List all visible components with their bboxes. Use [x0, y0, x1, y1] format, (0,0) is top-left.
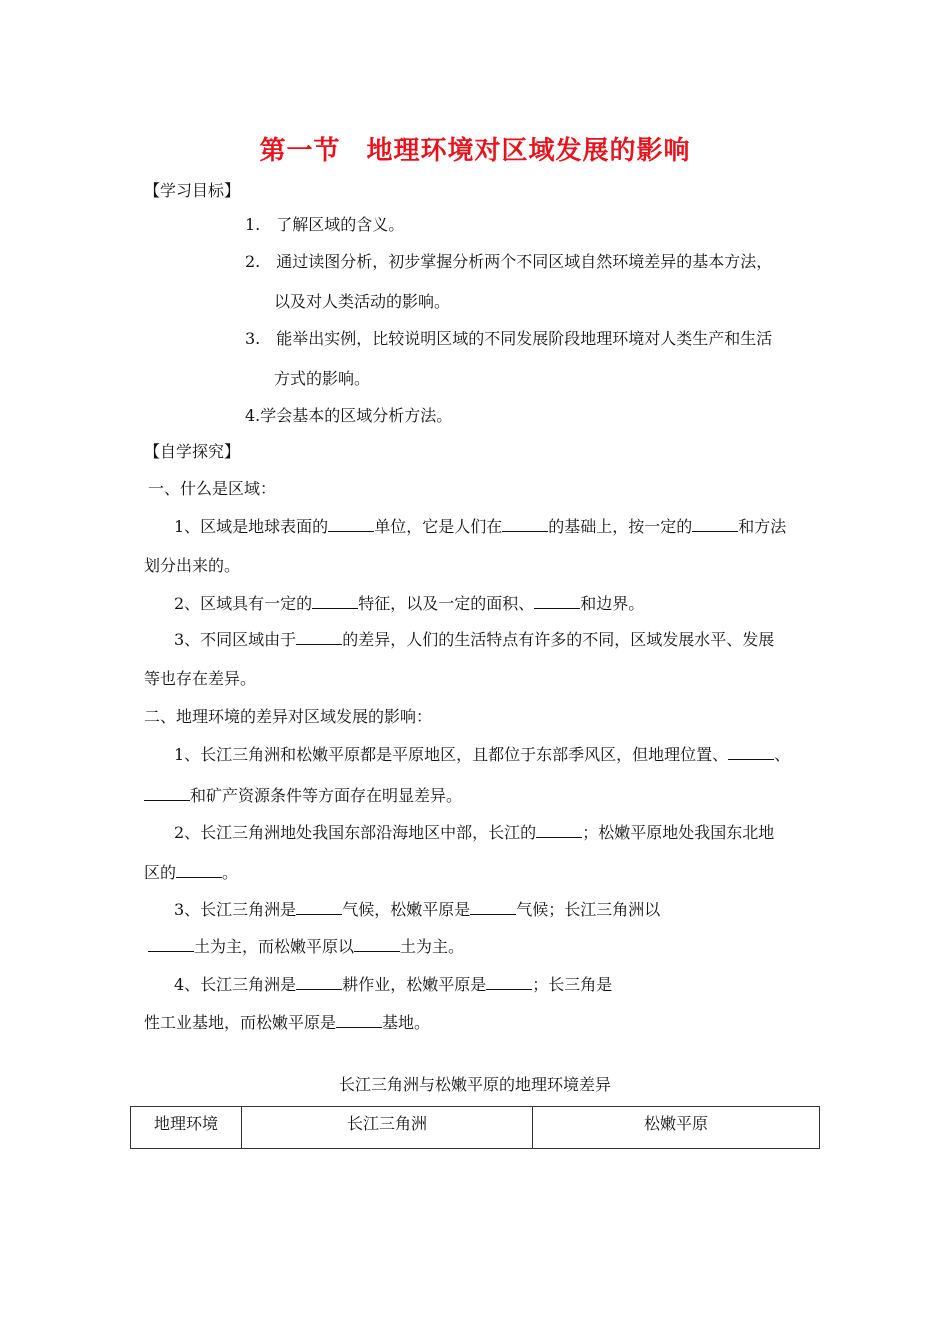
- goal-1: 1. 了解区域的含义。: [245, 215, 405, 234]
- s1-q2: 2、区域具有一定的 特征，以及一定的面积、 和边界。: [174, 594, 645, 613]
- fill-blank[interactable]: [296, 899, 342, 915]
- fill-blank[interactable]: [296, 629, 342, 645]
- s1-q3: 3、不同区域由于 的差异，人们的生活特点有许多的不同，区域发展水平、发展: [174, 630, 775, 649]
- table-header-cell: 松嫩平原: [533, 1107, 820, 1149]
- page-title: 第一节 地理环境对区域发展的影响: [259, 136, 691, 166]
- s1-q1-cont: 划分出来的。: [144, 556, 241, 575]
- s2-q1-cont: 和矿产资源条件等方面存在明显差异。: [144, 785, 462, 806]
- fill-blank[interactable]: [336, 1012, 382, 1028]
- s2-q4: 4、长江三角洲是 耕作业，松嫩平原是 ；长三角是: [174, 975, 613, 994]
- fill-blank[interactable]: [328, 516, 374, 532]
- table-caption: 长江三角洲与松嫩平原的地理环境差异: [338, 1075, 611, 1094]
- fill-blank[interactable]: [536, 822, 582, 838]
- goal-2-cont: 以及对人类活动的影响。: [274, 292, 451, 311]
- s1-q1: 1、区域是地球表面的 单位，它是人们在 的基础上，按一定的 和方法: [174, 517, 787, 536]
- explore-heading: 【自学探究】: [144, 442, 241, 461]
- s2-q2-cont: 区的 。: [144, 863, 239, 882]
- goals-heading: 【学习目标】: [144, 181, 241, 200]
- fill-blank[interactable]: [354, 936, 400, 952]
- goal-4: 4.学会基本的区域分析方法。: [245, 406, 453, 425]
- s2-q1: 1、长江三角洲和松嫩平原都是平原地区，且都位于东部季风区，但地理位置、 、: [174, 745, 791, 764]
- fill-blank[interactable]: [502, 516, 548, 532]
- fill-blank[interactable]: [728, 744, 774, 760]
- table-header-cell: 长江三角洲: [242, 1107, 533, 1149]
- s2-q3-cont: 土为主，而松嫩平原以 土为主。: [148, 936, 464, 957]
- fill-blank[interactable]: [176, 862, 222, 878]
- fill-blank[interactable]: [144, 785, 190, 801]
- goal-3: 3. 能举出实例，比较说明区域的不同发展阶段地理环境对人类生产和生活: [245, 329, 773, 348]
- section1-heading: 一、什么是区域：: [148, 479, 277, 498]
- s2-q2: 2、长江三角洲地处我国东部沿海地区中部，长江的 ；松嫩平原地处我国东北地: [174, 823, 775, 842]
- goal-3-cont: 方式的影响。: [274, 369, 371, 388]
- fill-blank[interactable]: [486, 974, 532, 990]
- fill-blank[interactable]: [534, 593, 580, 609]
- section2-heading: 二、地理环境的差异对区域发展的影响：: [144, 707, 433, 726]
- fill-blank[interactable]: [470, 899, 516, 915]
- fill-blank[interactable]: [312, 593, 358, 609]
- fill-blank[interactable]: [296, 974, 342, 990]
- environment-table: [130, 1106, 820, 1149]
- s2-q3: 3、长江三角洲是 气候，松嫩平原是 气候；长江三角洲以: [174, 900, 661, 919]
- goal-2: 2. 通过读图分析，初步掌握分析两个不同区域自然环境差异的基本方法，: [245, 252, 773, 271]
- fill-blank[interactable]: [692, 516, 738, 532]
- table-header-cell: 地理环境: [131, 1107, 242, 1149]
- s2-q4-cont: 性工业基地，而松嫩平原是 基地。: [144, 1013, 431, 1032]
- s1-q3-cont: 等也存在差异。: [144, 669, 257, 688]
- table-header-row: [131, 1107, 820, 1149]
- fill-blank[interactable]: [148, 936, 194, 952]
